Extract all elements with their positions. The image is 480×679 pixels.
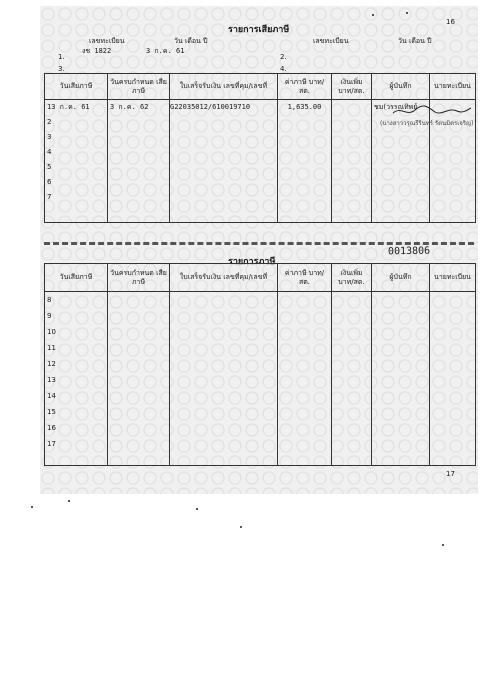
header-receipt: ใบเสร็จรับเงิน เลขที่คุม/เลขที่ (170, 74, 278, 100)
row-label: 3 (45, 130, 108, 145)
plate-header-right: เลขทะเบียน (313, 37, 349, 45)
table-row (45, 372, 476, 388)
tax-table-2 (44, 263, 476, 466)
date-header-right: วัน เดือน ปี (398, 37, 432, 45)
signature-scribble (391, 104, 473, 118)
table2-title: รายการภาษี (228, 257, 276, 267)
table-row (45, 324, 476, 340)
header-due-date: วันครบกำหนด เสียภาษี (108, 74, 170, 100)
table-row (45, 436, 476, 452)
table-row-blank (45, 205, 476, 223)
table-row (45, 190, 476, 205)
header-registrar: นายทะเบียน (430, 264, 476, 292)
header-surcharge: เงินเพิ่ม บาท/สต. (332, 264, 372, 292)
scan-speck (240, 526, 242, 528)
header-tax-date: วันเสียภาษี (45, 74, 108, 100)
scan-speck (31, 506, 33, 508)
row-label: 5 (45, 160, 108, 175)
table-row (45, 308, 476, 324)
date-value: 3 ก.ค. 61 (146, 47, 185, 55)
header-due-date: วันครบกำหนด เสียภาษี (108, 264, 170, 292)
surcharge-cell (332, 100, 372, 115)
tax-amount-cell: 1,635.00 (278, 100, 332, 115)
table-row (45, 175, 476, 190)
header-receipt: ใบเสร็จรับเงิน เลขที่คุม/เลขที่ (170, 264, 278, 292)
due-date-cell: 3 ก.ค. 62 (108, 100, 170, 115)
row-label: 7 (45, 190, 108, 205)
table-row (45, 420, 476, 436)
row-label: 10 (45, 324, 108, 340)
table-row (45, 292, 476, 308)
scan-speck (68, 500, 70, 502)
header-recorder: ผู้บันทึก (372, 74, 430, 100)
plate-header-left: เลขทะเบียน (89, 37, 125, 45)
row-label: 14 (45, 388, 108, 404)
recorder-cell: ชม(วรรณทิพย์ (372, 100, 430, 115)
table-row (45, 160, 476, 175)
row-label: 13 (45, 372, 108, 388)
scan-speck (406, 12, 408, 14)
footer-page-number: 17 (446, 470, 455, 478)
scan-speck (196, 508, 198, 510)
corner-page-number: 16 (446, 18, 455, 26)
row-label: 16 (45, 420, 108, 436)
row-label: 9 (45, 308, 108, 324)
header-surcharge: เงินเพิ่ม บาท/สต. (332, 74, 372, 100)
row-label: 8 (45, 292, 108, 308)
header-tax-amount: ค่าภาษี บาท/สต. (278, 74, 332, 100)
tax-table-1 (44, 73, 476, 223)
row-number-3: 3. (58, 65, 65, 73)
row-number-2: 2. (280, 53, 287, 61)
header-recorder: ผู้บันทึก (372, 264, 430, 292)
row-number-1: 1. (58, 53, 65, 61)
table-row (45, 145, 476, 160)
scan-speck (442, 544, 444, 546)
table-row (45, 404, 476, 420)
table-row-blank (45, 452, 476, 466)
table-row (45, 356, 476, 372)
row-label: 2 (45, 115, 108, 130)
header-tax-amount: ค่าภาษี บาท/สต. (278, 264, 332, 292)
header-tax-date: วันเสียภาษี (45, 264, 108, 292)
header-registrar: นายทะเบียน (430, 74, 476, 100)
table-row (45, 388, 476, 404)
register-title: รายการเสียภาษี (228, 25, 290, 35)
scan-speck (372, 14, 374, 16)
serial-number: 0013806 (387, 245, 431, 258)
row-label: 17 (45, 436, 108, 452)
row-label: 12 (45, 356, 108, 372)
row-label: 15 (45, 404, 108, 420)
row-label: 4 (45, 145, 108, 160)
table-row (45, 340, 476, 356)
receipt-cell: G22035012/610019710 (170, 100, 278, 115)
row-label: 6 (45, 175, 108, 190)
row-number-4: 4. (280, 65, 287, 73)
row-label: 11 (45, 340, 108, 356)
plate-value: งช 1822 (82, 47, 112, 55)
table-row (45, 130, 476, 145)
date-header-left: วัน เดือน ปี (174, 37, 208, 45)
signature-stamp-text: (นางสาววรุณรีรินทร์ รัตนมิตรเจริญ) (380, 120, 474, 127)
row-label: 13 ก.ค. 61 (45, 100, 108, 115)
